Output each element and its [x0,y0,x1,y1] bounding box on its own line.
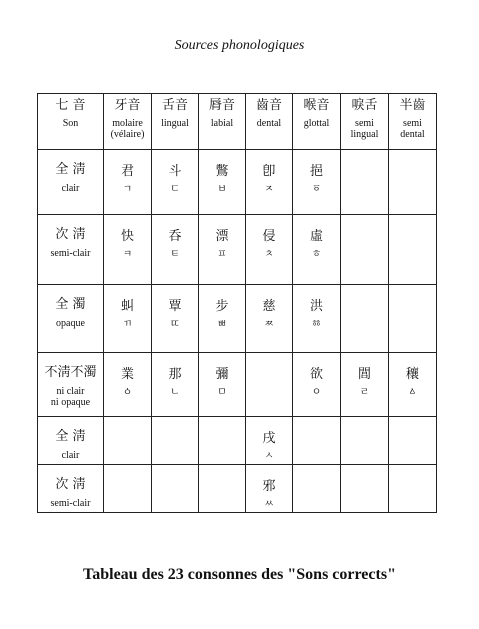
cell-hangul: ㄷ [170,184,180,195]
column-header [152,94,199,150]
cell-hanzi: 斗 [168,164,182,179]
row-header-hanzi: 不淸不濁 [44,365,97,380]
table-cell [104,353,152,417]
cell-hangul: ㅅ [264,451,274,462]
cell-hanzi: 步 [215,299,229,314]
cell-hanzi: 閭 [357,367,371,382]
cell-hanzi: 快 [120,229,134,244]
row-header-hanzi: 全 淸 [55,162,86,177]
cell-hanzi: 穰 [405,367,419,382]
table-cell [246,353,293,417]
table-cell [104,285,152,353]
table-cell [293,465,341,513]
cell-hanzi: 挹 [309,164,323,179]
row-header [38,353,104,417]
table-cell [341,353,389,417]
cell-hangul: ㅎ [311,249,322,260]
row-header-french: clair [61,450,80,461]
column-header-french: labial [210,118,234,129]
column-header [293,94,341,150]
table-cell [389,353,437,417]
table-cell [199,215,246,285]
table-cell [246,150,293,215]
column-header-hanzi: 半齒 [399,98,426,113]
table-cell [199,285,246,353]
column-header [104,94,152,150]
cell-hangul: ㅁ [217,387,227,398]
cell-hangul: ㅊ [264,249,274,260]
row-header-hanzi: 全 淸 [55,429,86,444]
column-header-french: lingual [161,118,189,129]
table-cell [199,150,246,215]
column-header-french: Son [62,118,79,129]
table-cell [389,215,437,285]
cell-hangul: ㅈ [264,184,274,195]
table-cell [293,285,341,353]
column-header-hanzi: 唳舌 [351,98,378,113]
table-cell [293,150,341,215]
cell-hangul: ㅉ [264,319,274,330]
row-header-hanzi: 次 淸 [55,227,86,242]
cell-hanzi: 彌 [215,367,229,382]
cell-hanzi: 君 [120,164,134,179]
table-cell [152,215,199,285]
column-header [246,94,293,150]
cell-hanzi: 欲 [309,367,323,382]
column-header-french: (vélaire) [110,129,145,140]
column-header-hanzi: 齒音 [255,98,282,113]
cell-hangul: ㄱ [122,184,133,195]
cell-hangul: ㄴ [170,387,180,398]
table-cell [246,215,293,285]
table-cell [104,150,152,215]
row-header-french: clair [61,183,80,194]
table-cell [152,465,199,513]
table-cell [341,417,389,465]
row-header-hanzi: 全 濁 [55,297,86,312]
column-header-french: dental [256,118,282,129]
row-header [38,215,104,285]
table-cell [293,215,341,285]
column-header [389,94,437,150]
table-cell [152,353,199,417]
cell-hangul: ㅂ [217,184,227,195]
column-header [38,94,104,150]
table-cell [199,417,246,465]
table-cell [199,353,246,417]
table-cell [389,150,437,215]
cell-hangul: ㅃ [217,319,227,330]
table-cell [341,215,389,285]
table-cell [341,150,389,215]
cell-hanzi: 邪 [262,479,276,494]
column-header [341,94,389,150]
column-header [199,94,246,150]
column-header-hanzi: 舌音 [161,98,188,113]
column-header-french: dental [400,129,425,140]
cell-hanzi: 卽 [262,164,276,179]
row-header-french: ni opaque [50,397,91,408]
cell-hangul: ㄸ [170,319,180,330]
cell-hanzi: 業 [120,367,134,382]
table-cell [341,465,389,513]
table-cell [389,417,437,465]
table-cell [152,417,199,465]
cell-hanzi: 覃 [168,299,182,314]
cell-hangul: ㅇ [311,387,322,398]
cell-hangul: ㅆ [264,499,274,510]
column-header-french: lingual [350,129,379,140]
column-header-french: glottal [303,118,330,129]
table-cell [246,465,293,513]
table-row [38,215,437,285]
table-row [38,150,437,215]
cell-hanzi: 漂 [215,229,229,244]
cell-hanzi: 那 [168,367,182,382]
cell-hanzi: 洪 [309,299,323,314]
cell-hanzi: 虯 [120,299,134,314]
table-caption: Tableau des 23 consonnes des "Sons corrects" [83,566,396,583]
table-cell [293,353,341,417]
header-row [38,94,437,150]
table-cell [104,465,152,513]
row-header-french: semi-clair [50,248,91,259]
cell-hangul: ㆆ [311,184,322,195]
cell-hangul: ㆅ [311,319,322,330]
table-row [38,465,437,513]
cell-hangul: ㅿ [407,387,418,398]
cell-hanzi: 虛 [309,229,323,244]
cell-hangul: ㆁ [122,387,133,398]
column-header-hanzi: 喉音 [303,98,330,113]
table-cell [246,285,293,353]
cell-hangul: ㅍ [217,249,227,260]
table-row [38,417,437,465]
row-header [38,285,104,353]
row-header [38,465,104,513]
table-row [38,353,437,417]
cell-hanzi: 鷩 [215,164,229,179]
cell-hangul: ㅋ [122,249,133,260]
cell-hanzi: 侵 [262,229,276,244]
table-row [38,285,437,353]
row-header-french: semi-clair [50,498,91,509]
cell-hangul: ㄹ [359,387,370,398]
table-cell [199,465,246,513]
table-cell [341,285,389,353]
row-header-hanzi: 次 淸 [55,477,86,492]
column-header-hanzi: 七 音 [55,98,86,113]
column-header-french: semi [403,118,422,129]
row-header-french: ni clair [56,386,85,397]
table-cell [389,285,437,353]
cell-hanzi: 呑 [168,229,182,244]
table-cell [152,285,199,353]
table-cell [389,465,437,513]
cell-hangul: ㅌ [170,249,180,260]
table-cell [104,417,152,465]
cell-hangul: ㄲ [122,319,133,330]
row-header [38,417,104,465]
table-cell [246,417,293,465]
column-header-hanzi: 脣音 [208,98,235,113]
cell-hanzi: 戌 [262,431,276,446]
row-header [38,150,104,215]
page-title: Sources phonologiques [174,38,305,53]
cell-hanzi: 慈 [262,299,276,314]
table-cell [293,417,341,465]
column-header-hanzi: 牙音 [114,98,141,113]
table-cell [104,215,152,285]
column-header-french: molaire [112,118,143,129]
row-header-french: opaque [56,318,85,329]
column-header-french: semi [355,118,374,129]
consonant-table [37,93,437,513]
table-cell [152,150,199,215]
